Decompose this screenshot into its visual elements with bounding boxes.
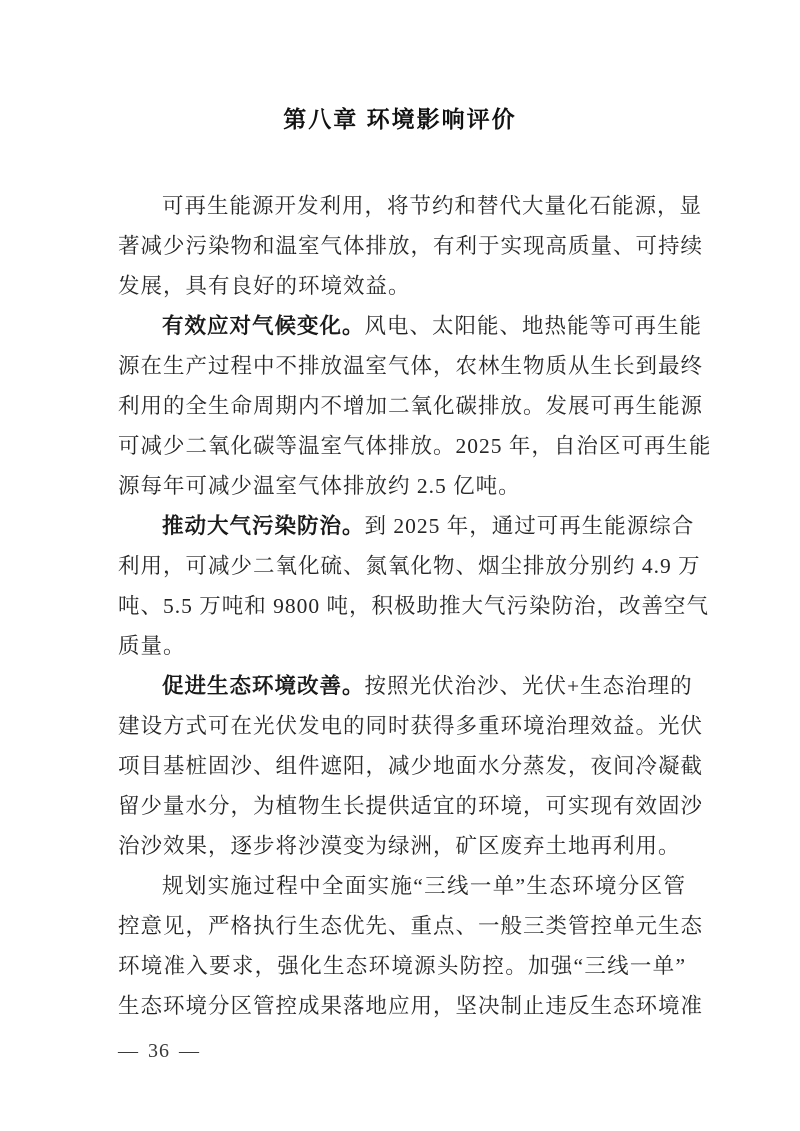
text-run: 源在生产过程中不排放温室气体，农林生物质从生长到最终: [118, 354, 704, 378]
text-run: 可减少二氧化碳等温室气体排放。2025 年，自治区可再生能: [118, 434, 712, 458]
text-line: [118, 786, 704, 826]
text-run: 生态环境分区管控成果落地应用，坚决制止违反生态环境准: [118, 994, 704, 1018]
footer-dash-left: —: [118, 1040, 139, 1062]
text-run: 质量。: [118, 634, 186, 658]
text-line: [118, 906, 704, 946]
text-line: [118, 346, 704, 386]
text-line: [118, 826, 686, 866]
text-line: [118, 506, 695, 546]
paragraph: [118, 866, 704, 1026]
text-line: [118, 186, 703, 226]
text-line: [118, 706, 704, 746]
text-line: [118, 946, 686, 986]
text-run: 风电、太阳能、地热能等可再生能: [364, 314, 703, 338]
footer-dash-right: —: [179, 1040, 200, 1062]
text-line: [118, 546, 701, 586]
paragraph: [118, 306, 712, 506]
text-line: [118, 746, 704, 786]
text-run: 项目基桩固沙、组件遮阳，减少地面水分蒸发，夜间冷凝截: [118, 754, 704, 778]
text-line: [118, 466, 686, 506]
paragraph: [118, 666, 704, 866]
text-line: [118, 586, 710, 626]
text-run: 控意见，严格执行生态优先、重点、一般三类管控单元生态: [118, 914, 704, 938]
bold-lead-run: 有效应对气候变化。: [162, 314, 365, 338]
text-run: 发展，具有良好的环境效益。: [118, 274, 411, 298]
text-run: 到 2025 年，通过可再生能源综合: [364, 514, 695, 538]
text-line: [118, 986, 704, 1026]
text-run: 吨、5.5 万吨和 9800 吨，积极助推大气污染防治，改善空气: [118, 594, 710, 618]
paragraph: [118, 506, 710, 666]
text-line: [118, 626, 686, 666]
page-footer: [118, 1040, 200, 1063]
text-run: 环境准入要求，强化生态环境源头防控。加强“三线一单”: [118, 954, 686, 978]
text-line: [118, 386, 704, 426]
text-run: 著减少污染物和温室气体排放，有利于实现高质量、可持续: [118, 234, 704, 258]
text-run: 利用，可减少二氧化硫、氮氧化物、烟尘排放分别约 4.9 万: [118, 554, 701, 578]
text-run: 可再生能源开发利用，将节约和替代大量化石能源，显: [162, 194, 703, 218]
chapter-title: 第八章 环境影响评价: [283, 106, 517, 132]
text-line: [118, 666, 693, 706]
text-run: 源每年可减少温室气体排放约 2.5 亿吨。: [118, 474, 521, 498]
text-run: 利用的全生命周期内不增加二氧化碳排放。发展可再生能源: [118, 394, 704, 418]
text-line: [118, 426, 712, 466]
text-line: [118, 306, 703, 346]
bold-lead-run: 推动大气污染防治。: [162, 514, 365, 538]
document-body: [118, 186, 712, 1026]
text-line: [118, 266, 686, 306]
text-run: 规划实施过程中全面实施“三线一单”生态环境分区管: [162, 874, 686, 898]
page-number: 36: [148, 1040, 170, 1062]
paragraph: [118, 186, 704, 306]
bold-lead-run: 促进生态环境改善。: [162, 674, 365, 698]
text-run: 留少量水分，为植物生长提供适宜的环境，可实现有效固沙: [118, 794, 704, 818]
text-run: 建设方式可在光伏发电的同时获得多重环境治理效益。光伏: [118, 714, 704, 738]
text-run: 治沙效果，逐步将沙漠变为绿洲，矿区废弃土地再利用。: [118, 834, 681, 858]
text-run: 按照光伏治沙、光伏+生态治理的: [364, 674, 693, 698]
text-line: [118, 226, 704, 266]
text-line: [118, 866, 686, 906]
